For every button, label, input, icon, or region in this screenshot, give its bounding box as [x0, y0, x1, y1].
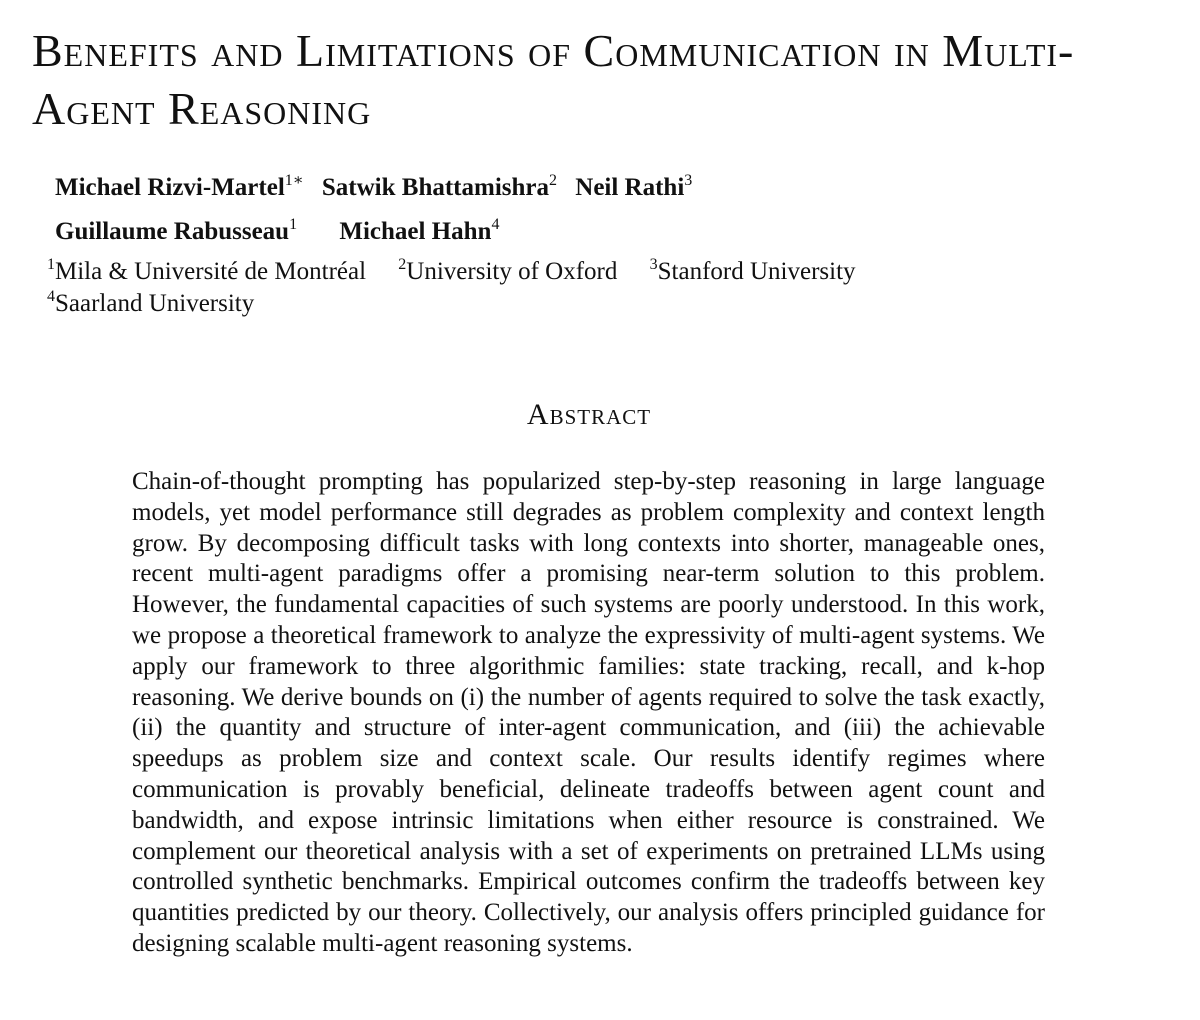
author-name: Guillaume Rabusseau — [55, 218, 290, 245]
affiliation — [650, 256, 856, 288]
author-affiliation-mark: 1 — [289, 216, 298, 233]
author — [322, 166, 557, 210]
affiliation-list — [47, 256, 1147, 320]
affiliation-mark: 3 — [649, 256, 658, 273]
author — [339, 210, 499, 254]
author-affiliation-mark: 1∗ — [284, 172, 304, 189]
affiliation-name: Stanford University — [657, 258, 856, 285]
author — [55, 210, 297, 254]
affiliation-mark: 2 — [398, 256, 407, 273]
affiliation — [47, 256, 366, 288]
affiliation-mark: 1 — [47, 256, 55, 273]
affiliation-mark: 4 — [47, 288, 55, 305]
author-affiliation-mark: 4 — [491, 216, 500, 233]
author-list — [55, 166, 1155, 254]
author-name: Michael Rizvi-Martel — [55, 174, 285, 201]
affiliation-name: Mila & Université de Montréal — [55, 258, 367, 285]
affiliation-name: Saarland University — [55, 290, 255, 317]
affiliation — [398, 256, 617, 288]
author-affiliation-mark: 2 — [549, 172, 558, 189]
author-name: Satwik Bhattamishra — [321, 174, 550, 201]
author-affiliation-mark: 3 — [684, 172, 693, 189]
author-name: Michael Hahn — [339, 218, 492, 245]
abstract-heading: Abstract — [526, 398, 652, 431]
author-name: Neil Rathi — [575, 174, 685, 201]
affiliation-name: University of Oxford — [406, 258, 618, 285]
affiliation — [47, 288, 254, 320]
author — [575, 166, 692, 210]
abstract-text: Chain-of-thought prompting has popularized step-by-step reasoning in large language models, yet model performance still degrades as problem complexity and context length grow. By decomposing difficult tasks with long contexts into shorter, manageable ones, recent multi-agent paradigms offer a promising near-term solution to this problem. However, the fundamental capacities of such systems are poorly understood. In this work, we propose a theoretical framework to analyze the expressivity of multi-agent systems. We apply our framework to three algorithmic families: state tracking, recall, and k-hop reasoning. We derive bounds on (i) the number of agents required to solve the task exactly, (ii) the quantity and structure of inter-agent communication, and (iii) the achievable speedups as problem size and context scale. Our results identify regimes where communication is provably beneficial, delineate tradeoffs between agent count and bandwidth, and expose intrinsic limitations when either resource is constrained. We complement our theoretical analysis with a set of experiments on pretrained LLMs using controlled synthetic benchmarks. Empirical outcomes confirm the tradeoffs between key quantities predicted by our theory. Collectively, our analysis offers principled guidance for designing scalable multi-agent reasoning systems. — [132, 468, 1045, 957]
author — [55, 166, 304, 210]
paper-title: Benefits and Limitations of Communication in Multi-Agent Reasoning — [32, 25, 1075, 134]
